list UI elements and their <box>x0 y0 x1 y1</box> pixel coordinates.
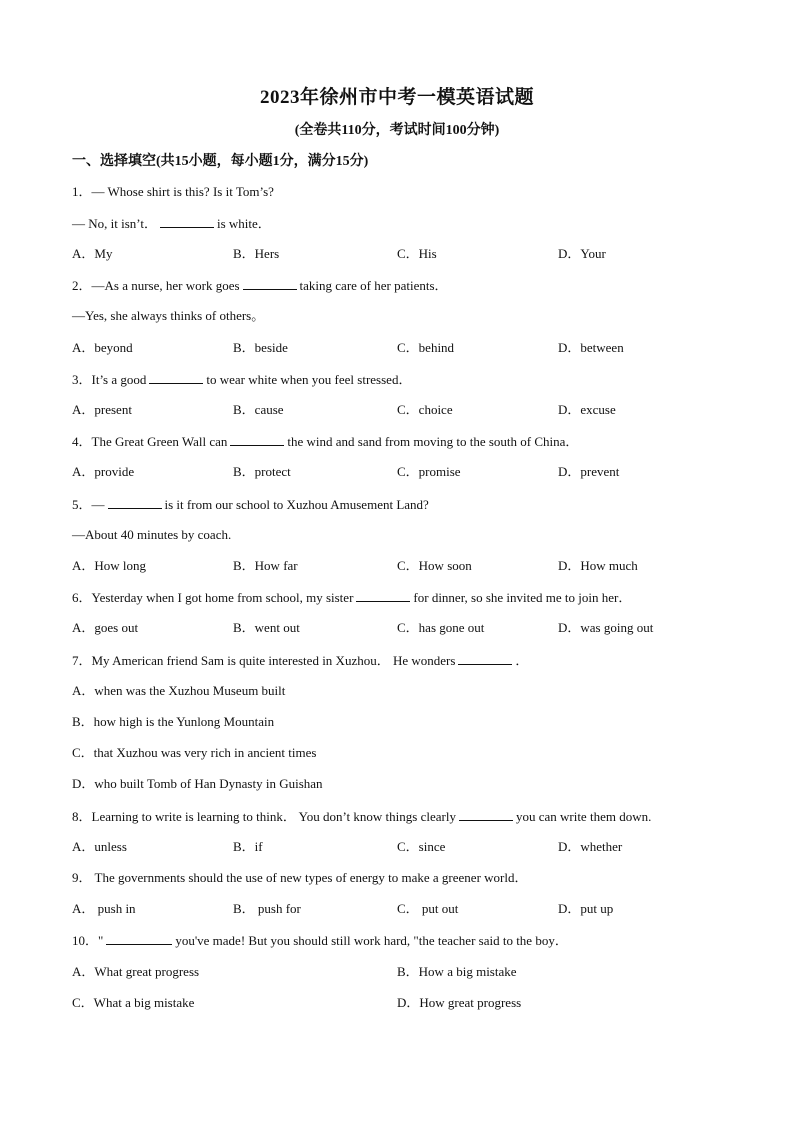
question-6-stem: 6．Yesterday when I got home from school, my sister for dinner, so she invited me to join her． <box>72 590 632 605</box>
question-7-option-c: C．that Xuzhou was very rich in ancient times <box>72 745 317 760</box>
question-9-option-a: A． push in <box>72 901 136 916</box>
answer-blank <box>108 496 162 509</box>
question-4-option-b: B．protect <box>233 464 291 479</box>
answer-blank <box>160 215 214 228</box>
question-7-stem: 7．My American friend Sam is quite interested in Xuzhou． He wonders ． <box>72 653 529 668</box>
question-7-option-b: B．how high is the Yunlong Mountain <box>72 714 275 729</box>
answer-blank <box>106 932 172 945</box>
question-1-stem: 1．— Whose shirt is this? Is it Tom’s? <box>72 184 274 199</box>
answer-blank <box>230 433 284 446</box>
question-8-option-b: B．if <box>233 839 263 854</box>
question-6-option-d: D．was going out <box>558 620 654 635</box>
question-2-stem: 2．—As a nurse, her work goes taking care of her patients． <box>72 278 448 293</box>
answer-blank <box>459 808 513 821</box>
page-subtitle: (全卷共110分，考试时间100分钟) <box>294 123 500 138</box>
question-3-option-d: D．excuse <box>558 402 616 417</box>
question-6-option-c: C．has gone out <box>397 620 485 635</box>
question-2-reply: —Yes, she always thinks of others。 <box>72 308 265 323</box>
question-9-option-d: D．put up <box>558 901 614 916</box>
question-10-stem: 10．" you've made! But you should still work hard, "the teacher said to the boy． <box>72 933 568 948</box>
answer-blank <box>149 371 203 384</box>
question-10-option-a: A．What great progress <box>72 964 200 979</box>
question-1-reply: — No, it isn’t． is white． <box>72 216 271 231</box>
question-2-option-b: B．beside <box>233 340 288 355</box>
question-10-option-d: D．How great progress <box>397 995 522 1010</box>
question-5-option-b: B．How far <box>233 558 298 573</box>
question-8-stem: 8．Learning to write is learning to think． You don’t know things clearly you can write them down. <box>72 809 652 824</box>
question-4-stem: 4．The Great Green Wall can the wind and sand from moving to the south of China． <box>72 434 579 449</box>
question-3-stem: 3．It’s a good to wear white when you feel stressed． <box>72 372 412 387</box>
question-6-option-a: A．goes out <box>72 620 139 635</box>
answer-blank <box>356 589 410 602</box>
question-1-option-a: A．My <box>72 246 113 261</box>
question-4-option-a: A．provide <box>72 464 135 479</box>
question-1-option-d: D．Your <box>558 246 606 261</box>
question-2-option-c: C．behind <box>397 340 455 355</box>
question-1-option-c: C．His <box>397 246 437 261</box>
question-2-option-d: D．between <box>558 340 624 355</box>
question-9-stem: 9． The governments should the use of new types of energy to make a greener world． <box>72 870 528 885</box>
question-3-option-a: A．present <box>72 402 132 417</box>
question-5-option-d: D．How much <box>558 558 638 573</box>
question-6-option-b: B．went out <box>233 620 300 635</box>
question-8-option-a: A．unless <box>72 839 127 854</box>
question-8-option-c: C．since <box>397 839 446 854</box>
question-10-option-c: C．What a big mistake <box>72 995 195 1010</box>
question-7-option-a: A．when was the Xuzhou Museum built <box>72 683 286 698</box>
question-5-reply: —About 40 minutes by coach. <box>72 527 232 542</box>
section-heading: 一、选择填空(共15小题，每小题1分，满分15分) <box>72 154 369 169</box>
question-4-option-d: D．prevent <box>558 464 620 479</box>
question-10-option-b: B．How a big mistake <box>397 964 517 979</box>
question-9-option-b: B． push for <box>233 901 301 916</box>
answer-blank <box>243 277 297 290</box>
question-8-option-d: D．whether <box>558 839 623 854</box>
answer-blank <box>458 652 512 665</box>
question-9-option-c: C． put out <box>397 901 459 916</box>
question-7-option-d: D．who built Tomb of Han Dynasty in Guishan <box>72 776 323 791</box>
question-1-option-b: B．Hers <box>233 246 280 261</box>
question-5-option-a: A．How long <box>72 558 147 573</box>
question-5-option-c: C．How soon <box>397 558 472 573</box>
question-3-option-b: B．cause <box>233 402 284 417</box>
question-5-stem: 5．— is it from our school to Xuzhou Amusement Land? <box>72 497 429 512</box>
question-3-option-c: C．choice <box>397 402 453 417</box>
question-4-option-c: C．promise <box>397 464 461 479</box>
page-title: 2023年徐州市中考一模英语试题 <box>259 87 534 108</box>
question-2-option-a: A．beyond <box>72 340 133 355</box>
